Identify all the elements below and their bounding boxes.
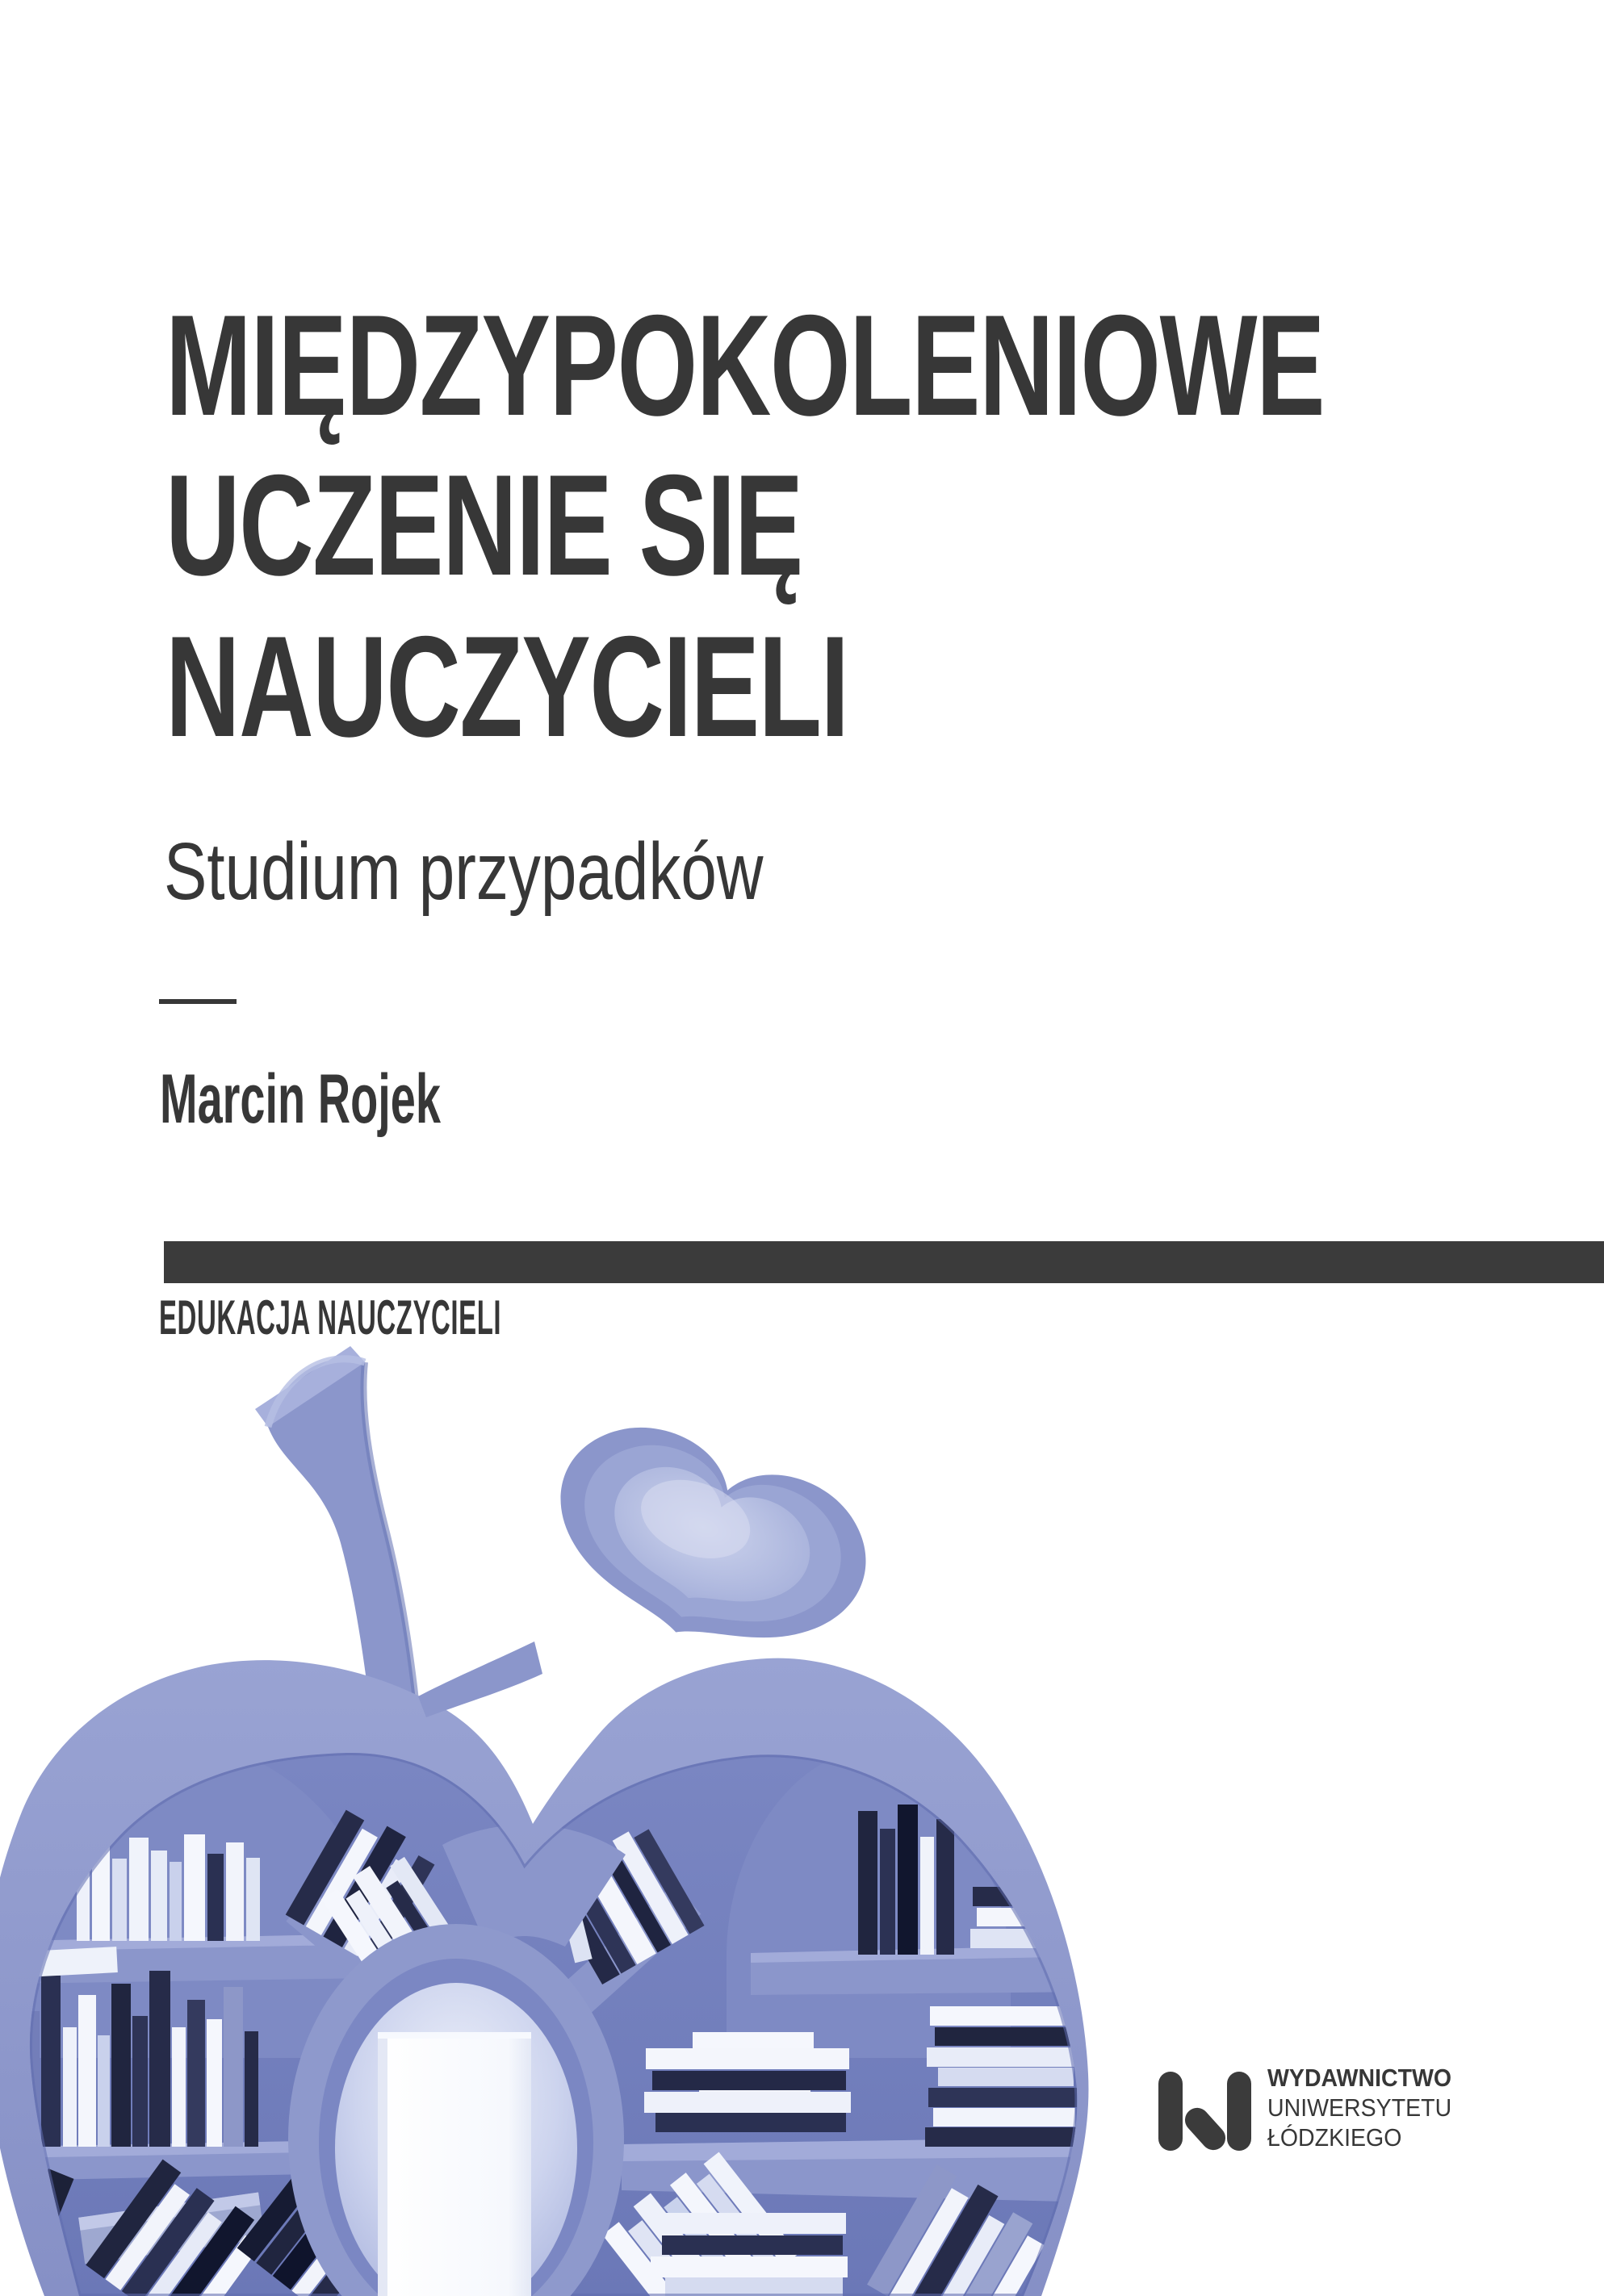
title-line-3: NAUCZYCIELI [165, 606, 848, 767]
center-book [378, 2032, 531, 2296]
title-line-1: MIĘDZYPOKOLENIOWE [165, 285, 1325, 445]
publisher-name-line-3: ŁÓDZKIEGO [1267, 2123, 1402, 2152]
series-label: EDUKACJA NAUCZYCIELI [159, 1290, 502, 1345]
publisher-logo-icon [1157, 2070, 1254, 2155]
apple-body [0, 1658, 1130, 2296]
author-name: Marcin Rojek [160, 1060, 441, 1138]
leaf-stalk [418, 1641, 542, 1717]
publisher-name [1267, 2063, 1451, 2152]
subtitle: Studium przypadków [164, 826, 764, 917]
series-bar [164, 1241, 1604, 1283]
divider-dash [159, 999, 237, 1004]
heart-leaf [527, 1403, 888, 1687]
title-line-2: UCZENIE SIĘ [165, 445, 802, 605]
publisher-name-line-1: WYDAWNICTWO [1267, 2064, 1452, 2092]
publisher-name-line-2: UNIWERSYTETU [1267, 2093, 1452, 2122]
